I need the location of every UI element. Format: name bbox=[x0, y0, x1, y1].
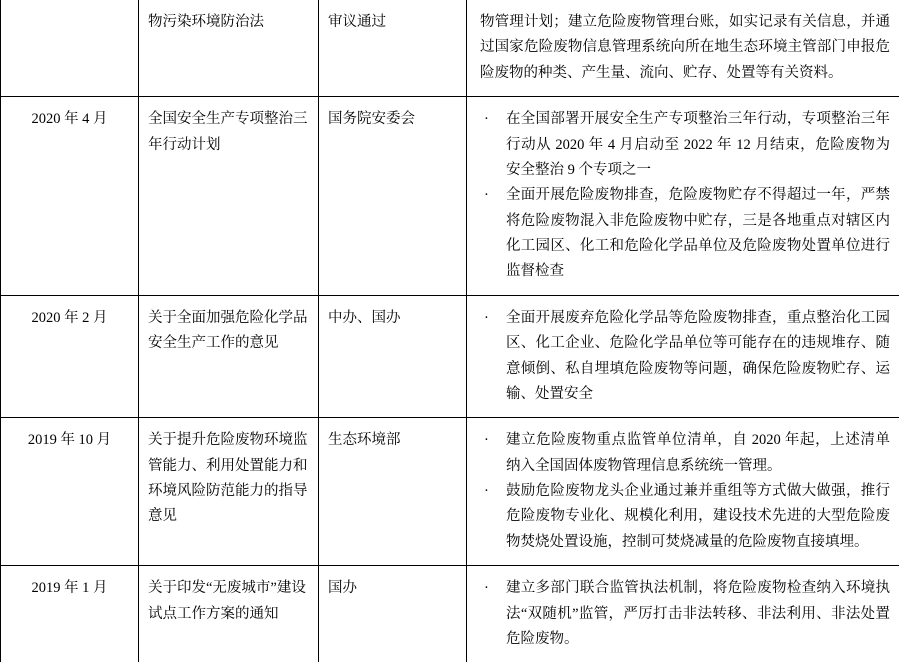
bullet-dot-icon: · bbox=[484, 309, 489, 326]
content-bullet-list bbox=[476, 428, 890, 555]
list-item-text: 全面开展危险废物排查，危险废物贮存不得超过一年，严禁将危险废物混入非危险废物中贮存，三是各地重点对辖区内化工园区、化工和危险化学品单位及危险废物处置单位进行监督检查 bbox=[506, 187, 890, 280]
cell-issuer: 国办 bbox=[319, 566, 467, 663]
bullet-dot-icon: · bbox=[484, 111, 489, 128]
table-row bbox=[1, 566, 899, 663]
cell-content bbox=[467, 566, 899, 663]
cell-title: 物污染环境防治法 bbox=[139, 0, 319, 97]
cell-date: 2020 年 4 月 bbox=[1, 97, 139, 296]
cell-content bbox=[467, 418, 899, 566]
cell-content bbox=[467, 0, 899, 97]
table-row bbox=[1, 0, 899, 97]
list-item bbox=[476, 107, 890, 183]
cell-issuer: 审议通过 bbox=[319, 0, 467, 97]
table-row bbox=[1, 97, 899, 296]
list-item-text: 鼓励危险废物龙头企业通过兼并重组等方式做大做强，推行危险废物专业化、规模化利用，建设技术先进的大型危险废物焚烧处置设施，控制可焚烧减量的危险废物直接填埋。 bbox=[506, 483, 890, 550]
cell-title: 关于提升危险废物环境监管能力、利用处置能力和环境风险防范能力的指导意见 bbox=[139, 418, 319, 566]
list-item bbox=[476, 479, 890, 555]
content-bullet-list bbox=[476, 107, 890, 285]
cell-date: 2019 年 1 月 bbox=[1, 566, 139, 663]
list-item bbox=[476, 428, 890, 479]
list-item-text: 在全国部署开展安全生产专项整治三年行动，专项整治三年行动从 2020 年 4 月启动至 2022 年 12 月结束，危险废物为安全整治 9 个专项之一 bbox=[506, 111, 890, 178]
content-bullet-list bbox=[476, 576, 890, 652]
cell-date: 2020 年 2 月 bbox=[1, 295, 139, 418]
list-item-text: 建立多部门联合监管执法机制，将危险废物检查纳入环境执法“双随机”监管，严厉打击非法转移、非法利用、非法处置危险废物。 bbox=[506, 580, 890, 647]
cell-content bbox=[467, 295, 899, 418]
table-body bbox=[1, 0, 899, 662]
cell-title: 关于全面加强危险化学品安全生产工作的意见 bbox=[139, 295, 319, 418]
cell-issuer: 中办、国办 bbox=[319, 295, 467, 418]
bullet-dot-icon: · bbox=[484, 432, 489, 449]
list-item-text: 建立危险废物重点监管单位清单，自 2020 年起，上述清单纳入全国固体废物管理信息系统统一管理。 bbox=[506, 432, 890, 474]
content-paragraph: 物管理计划；建立危险废物管理台账，如实记录有关信息，并通过国家危险废物信息管理系统向所在地生态环境主管部门申报危险废物的种类、产生量、流向、贮存、处置等有关资料。 bbox=[480, 14, 890, 81]
list-item-text: 全面开展废弃危险化学品等危险废物排查，重点整治化工园区、化工企业、危险化学品单位等可能存在的违规堆存、随意倾倒、私自埋填危险废物等问题，确保危险废物贮存、运输、处置安全 bbox=[506, 309, 890, 402]
table-row bbox=[1, 418, 899, 566]
cell-title: 全国安全生产专项整治三年行动计划 bbox=[139, 97, 319, 296]
bullet-dot-icon: · bbox=[484, 187, 489, 204]
cell-title: 关于印发“无废城市”建设试点工作方案的通知 bbox=[139, 566, 319, 663]
cell-content bbox=[467, 97, 899, 296]
cell-date: 2019 年 10 月 bbox=[1, 418, 139, 566]
list-item bbox=[476, 183, 890, 285]
table-row bbox=[1, 295, 899, 418]
list-item bbox=[476, 576, 890, 652]
bullet-dot-icon: · bbox=[484, 483, 489, 499]
list-item bbox=[476, 306, 890, 408]
content-bullet-list bbox=[476, 306, 890, 408]
cell-date bbox=[1, 0, 139, 97]
cell-issuer: 国务院安委会 bbox=[319, 97, 467, 296]
bullet-dot-icon: · bbox=[484, 580, 489, 597]
cell-issuer: 生态环境部 bbox=[319, 418, 467, 566]
